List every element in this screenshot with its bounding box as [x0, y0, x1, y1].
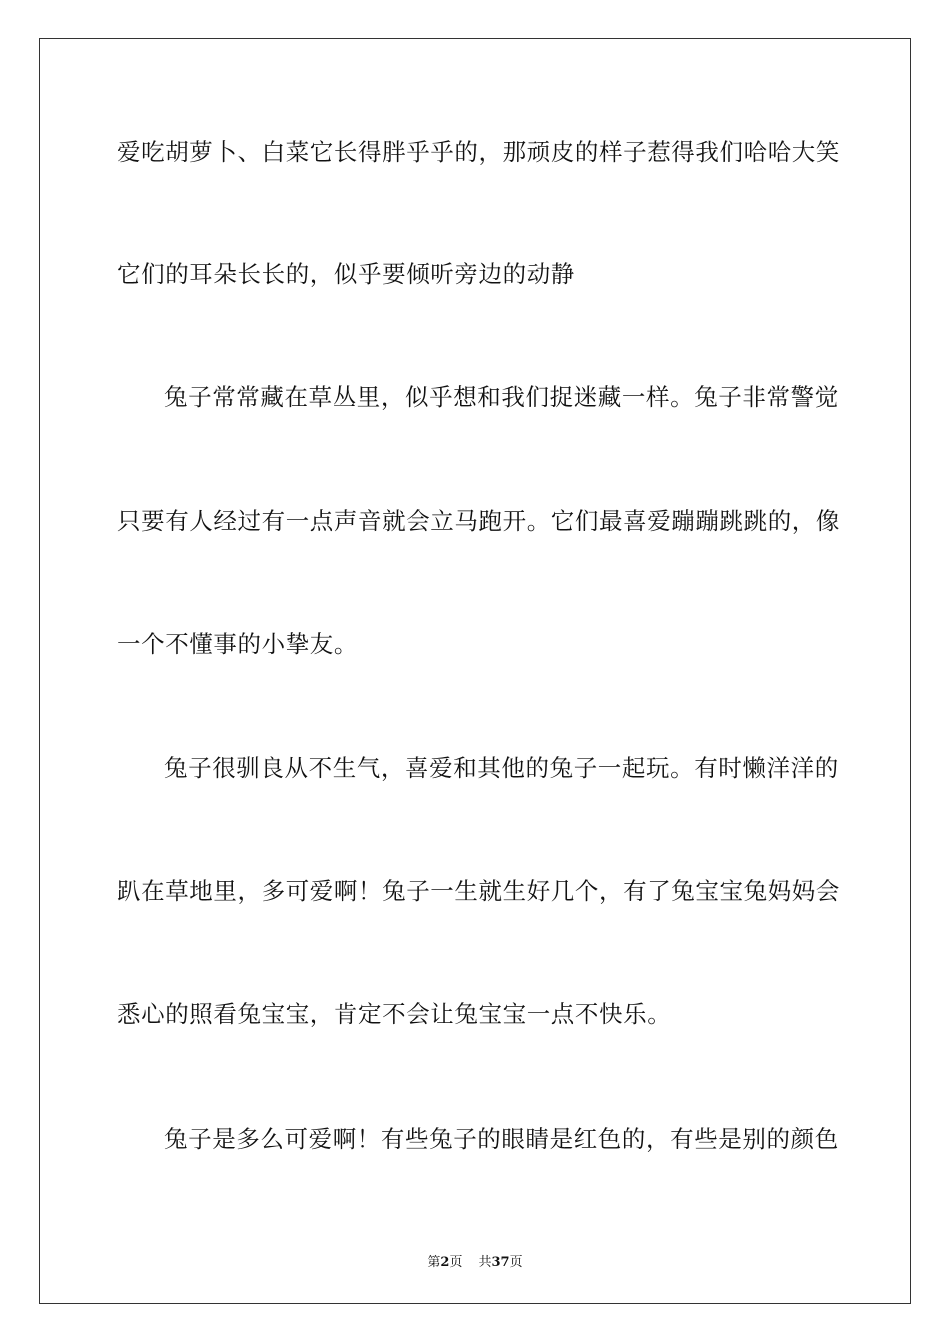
paragraph-first-line: 兔子很驯良从不生气，喜爱和其他的兔子一起玩。有时懒洋洋的 [164, 754, 839, 782]
page-label-prefix: 第 [427, 1255, 441, 1270]
page-number: 2 [440, 1255, 450, 1270]
total-label-suffix: 页 [509, 1255, 523, 1270]
page-border [39, 38, 911, 1304]
body-text-line: 一个不懂事的小挚友。 [117, 630, 358, 658]
page-label-suffix: 页 [449, 1255, 463, 1270]
body-text-line: 悉心的照看兔宝宝，肯定不会让兔宝宝一点不快乐。 [117, 1000, 672, 1028]
total-label-prefix: 共 [478, 1255, 492, 1270]
total-pages: 37 [491, 1255, 510, 1270]
paragraph-first-line: 兔子是多么可爱啊！有些兔子的眼睛是红色的，有些是别的颜色 [164, 1125, 839, 1153]
body-text-line: 只要有人经过有一点声音就会立马跑开。它们最喜爱蹦蹦跳跳的，像 [117, 507, 840, 535]
body-text-line: 爱吃胡萝卜、白菜它长得胖乎乎的，那顽皮的样子惹得我们哈哈大笑 [117, 138, 840, 166]
body-text-line: 趴在草地里，多可爱啊！兔子一生就生好几个，有了兔宝宝兔妈妈会 [117, 877, 840, 905]
body-text-line: 它们的耳朵长长的，似乎要倾听旁边的动静 [117, 260, 575, 288]
paragraph-first-line: 兔子常常藏在草丛里，似乎想和我们捉迷藏一样。兔子非常警觉 [164, 383, 839, 411]
page-footer [0, 1251, 950, 1270]
